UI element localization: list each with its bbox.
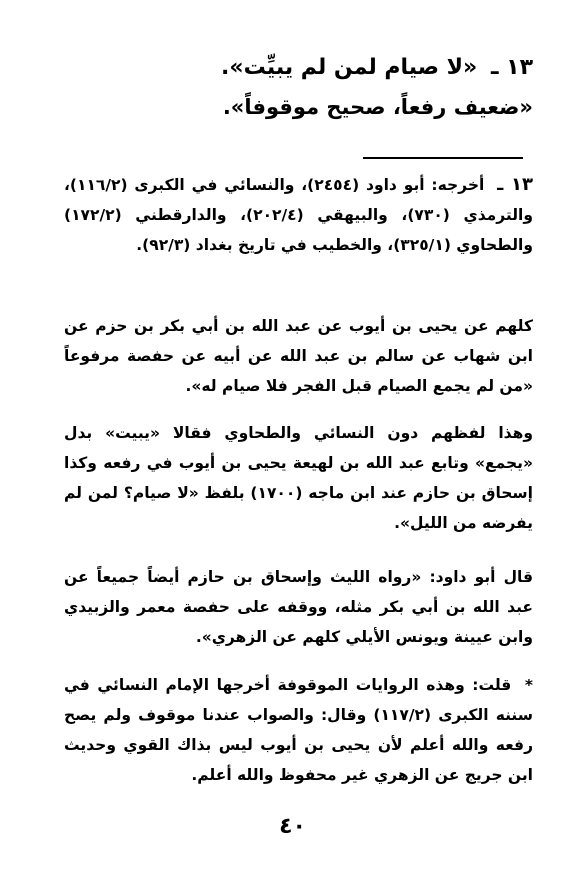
hadith-text: «لا صيام لمن لم يبيِّت». <box>221 55 478 80</box>
footnote-abu-dawud-quote: قال أبو داود: «رواه الليث وإسحاق بن حازم أيضاً جميعاً عن عبد الله بن أبي بكر مثله، ووقفه على حفصة معمر والزبيدي وابن عيينة ويونس الأيلي كلهم عن الزهري». <box>64 568 533 646</box>
hadith-number: ١٣ ـ <box>490 55 533 80</box>
footnote-chain: كلهم عن يحيى بن أيوب عن عبد الله بن أبي بكر بن حزم عن ابن شهاب عن سالم بن عبد الله عن أبيه عن حفصة مرفوعاً «من لم يجمع الصيام قبل الفجر فلا صيام له». <box>64 317 533 395</box>
footnote-takhrij <box>64 170 533 260</box>
footnote-wording: وهذا لفظهم دون النسائي والطحاوي فقالا «يبيت» بدل «يجمع» وتابع عبد الله بن لهيعة يحيى بن أيوب في رفعه وكذا إسحاق بن حازم عند ابن ماجه (١٧٠٠) بلفظ «لا صيام؟ لمن لم يفرضه من الليل». <box>64 424 533 532</box>
takhrij-text: أخرجه: أبو داود (٢٤٥٤)، والنسائي في الكبرى (١١٦/٢)، والترمذي (٧٣٠)، والبيهقي (٢٠٢/٤)، والدارقطني (١٧٢/٢) والطحاوي (٣٢٥/١)، والخطيب في تاريخ بغداد (٩٢/٣). <box>64 176 533 254</box>
footnote-separator <box>363 157 523 159</box>
hadith-ruling: «ضعيف رفعاً، صحيح موقوفاً». <box>222 95 533 119</box>
star-marker: * <box>524 676 533 694</box>
footnote-comment <box>64 670 533 790</box>
hadith-heading <box>60 52 533 84</box>
page-number: ٤٠ <box>279 814 306 839</box>
footnote-number: ١٣ ـ <box>497 174 534 195</box>
comment-text: قلت: وهذه الروايات الموقوفة أخرجها الإمام النسائي في سننه الكبرى (١١٧/٢) وقال: والصواب عندنا موقوف ولم يصح رفعه والله أعلم لأن يحيى بن أيوب ليس بذاك القوي وحديث ابن جريج عن الزهري غير محفوظ والله أعلم. <box>64 676 533 784</box>
